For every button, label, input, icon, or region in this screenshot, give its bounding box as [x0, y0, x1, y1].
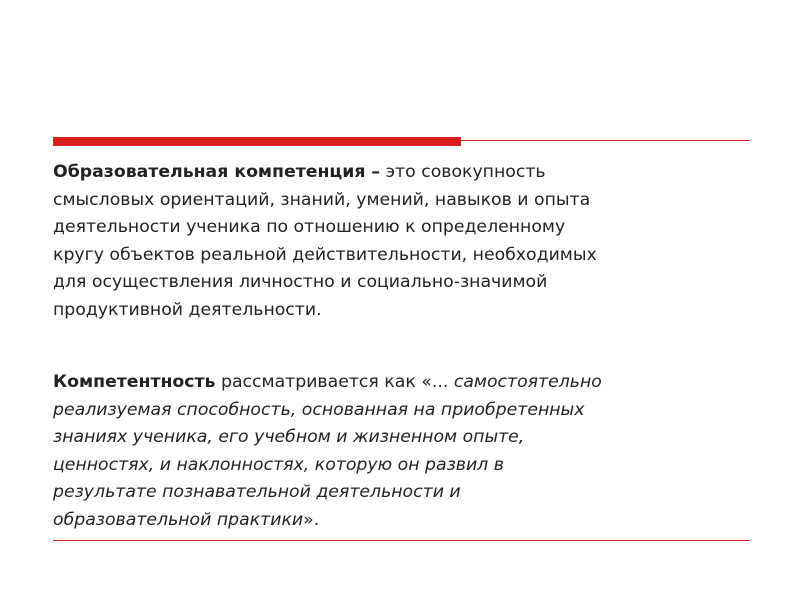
- footer-divider-line: [53, 540, 750, 541]
- definition-term: Образовательная компетенция –: [53, 162, 381, 182]
- definition-text: это совокупность смысловых ориентаций, знаний, умений, навыков и опыта деятельности ученика по отношению к определенному кругу объектов реальной действительности, необходимых для осуществления личностно и социально-значимой продуктивной деятельности.: [53, 162, 597, 320]
- header-divider-line: [461, 140, 750, 141]
- competence-term: Компетентность: [53, 372, 216, 392]
- competence-closing: ».: [303, 509, 320, 530]
- definition-paragraph: [53, 159, 753, 324]
- competence-intro: рассматривается как «...: [215, 372, 454, 392]
- competence-quote: самостоятельно реализуемая способность, основанная на приобретенных знаниях ученика, его учебном и жизненном опыте, ценностях, и наклонностях, которую он развил в результате познавательной деятельности и образовательной практики: [53, 372, 602, 530]
- competence-paragraph: [53, 369, 753, 534]
- header-accent-bar: [53, 137, 461, 146]
